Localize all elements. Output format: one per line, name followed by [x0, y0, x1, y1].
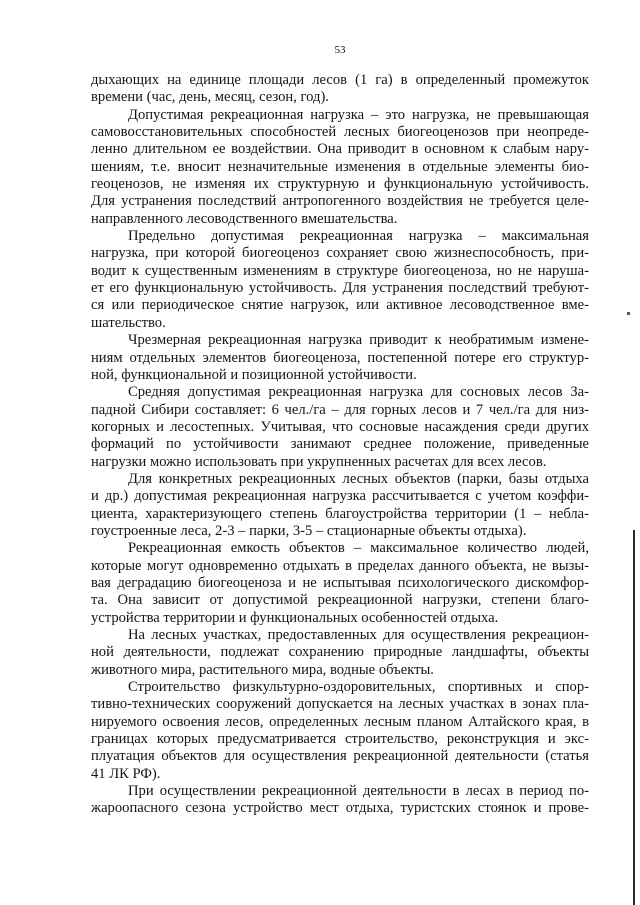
text-line: Для устранения последствий антропогенного воздействия не требуется целе- — [91, 193, 589, 210]
text-line: направленного лесоводственного вмешательства. — [91, 210, 398, 227]
paragraph-permissible-load — [91, 107, 589, 228]
text-line: ниям отдельных элементов биогеоценоза, постепенной потере его структур- — [91, 349, 589, 366]
text-line: ся или периодическое снятие нагрузок, или активное лесоводственное вме- — [91, 297, 589, 314]
paragraph-max-permissible-load — [91, 228, 589, 332]
text-line: времени (час, день, месяц, сезон, год). — [91, 89, 329, 106]
text-line: нагрузки можно использовать при укрупненных расчетах для всех лесов. — [91, 453, 547, 470]
text-line: Допустимая рекреационная нагрузка – это нагрузка, не превышающая — [128, 106, 589, 123]
text-line: Предельно допустимая рекреационная нагрузка – максимальная — [128, 228, 589, 245]
paragraph-fire-season — [91, 783, 589, 818]
text-line: когорных и лесостепных. Учитывая, что сосновые насаждения среди других — [91, 418, 589, 435]
text-line: Строительство физкультурно-оздоровительных, спортивных и спор- — [128, 679, 589, 696]
text-line: и др.) допустимая рекреационная нагрузка рассчитывается с учетом коэффи- — [91, 488, 589, 505]
text-line: падной Сибири составляет: 6 чел./га – для горных лесов и 7 чел./га для низ- — [91, 401, 589, 418]
paragraph-excessive-load — [91, 332, 589, 384]
paragraph-specific-objects — [91, 471, 589, 540]
text-line: самовосстановительных способностей лесных биогеоценозов при неопреде- — [91, 124, 589, 141]
text-line: циента, характеризующего степень благоустройства территории (1 – небла- — [91, 505, 589, 522]
text-line: границах которых предусматривается строительство, реконструкция и экс- — [91, 731, 589, 748]
text-line: животного мира, растительного мира, водные объекты. — [91, 661, 434, 678]
text-line: устройства территории и функциональных особенностей отдыха. — [91, 609, 499, 626]
text-line: гоустроенные леса, 2-3 – парки, 3-5 – стационарные объекты отдыха). — [91, 522, 527, 539]
paragraph-continuation — [91, 72, 589, 107]
page-number: 53 — [334, 44, 346, 56]
text-line: нируемого освоения лесов, определенных лесным планом Алтайского края, в — [91, 713, 589, 730]
scan-edge-shadow — [633, 530, 635, 905]
text-line: плуатация объектов для осуществления рекреационной деятельности (статья — [91, 748, 589, 765]
text-line: Рекреационная емкость объектов – максимальное количество людей, — [128, 540, 589, 557]
scan-speck — [627, 312, 630, 315]
text-line: шательство. — [91, 314, 166, 331]
body-text — [91, 72, 589, 818]
text-line: формаций по устойчивости занимают среднее положение, приведенные — [91, 436, 589, 453]
text-line: шениям, т.е. вносит незначительные изменения в отдельные элементы био- — [91, 158, 589, 175]
text-line: дыхающих на единице площади лесов (1 га) в определенный промежуток — [91, 72, 589, 88]
text-line: ной, функциональной и позиционной устойчивости. — [91, 366, 417, 383]
text-line: нагрузка, при которой биогеоценоз сохраняет свою жизнеспособность, при- — [91, 245, 589, 262]
text-line: которые могут одновременно отдыхать в пределах данного объекта, не вызы- — [91, 557, 589, 574]
text-line: ет его функциональную устойчивость. Для устранения последствий требуют- — [91, 280, 589, 297]
text-line: тивно-технических сооружений допускается на лесных участках в зонах пла- — [91, 696, 589, 713]
text-line: ной деятельности, подлежат сохранению природные ландшафты, объекты — [91, 644, 589, 661]
paragraph-recreational-capacity — [91, 540, 589, 627]
text-line: водит к существенным изменениям в структуре биогеоценоза, но не наруша- — [91, 262, 589, 279]
text-line: геоценозов, не изменяя их структурную и функциональную устойчивость. — [91, 176, 589, 193]
text-line: На лесных участках, предоставленных для осуществления рекреацион- — [128, 627, 589, 643]
paragraph-forest-plots — [91, 627, 589, 679]
text-line: та. Она зависит от допустимой рекреационной нагрузки, степени благо- — [91, 592, 589, 609]
text-line: Для конкретных рекреационных лесных объектов (парки, базы отдыха — [128, 470, 589, 487]
text-line: ленно длительном ее воздействии. Она приводит в основном к слабым нару- — [91, 141, 589, 158]
paragraph-construction — [91, 679, 589, 783]
text-line: При осуществлении рекреационной деятельности в лесах в период по- — [128, 783, 589, 800]
text-line: Средняя допустимая рекреационная нагрузка для сосновых лесов За- — [128, 384, 589, 401]
text-line: вая деградацию биогеоценоза и не испытывая психологического дискомфор- — [91, 574, 589, 591]
paragraph-average-load — [91, 384, 589, 471]
text-line: Чрезмерная рекреационная нагрузка приводит к необратимым измене- — [128, 332, 589, 349]
text-line: 41 ЛК РФ). — [91, 765, 161, 782]
text-line: жароопасного сезона устройство мест отдыха, туристских стоянок и прове- — [91, 800, 589, 817]
